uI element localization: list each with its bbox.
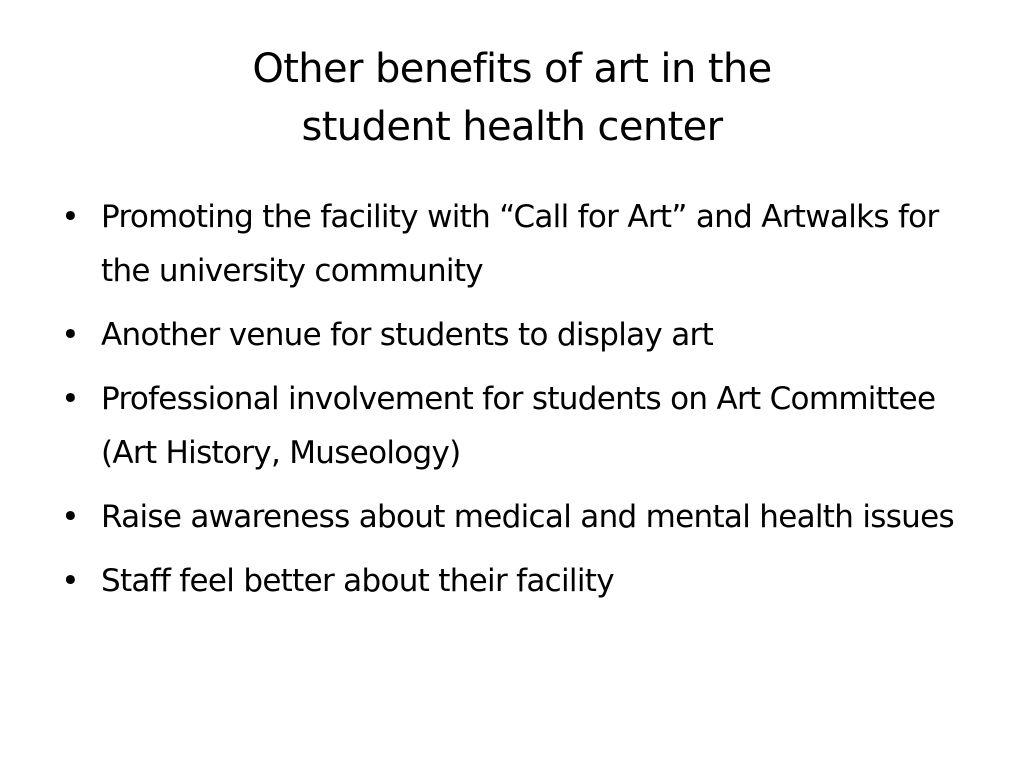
bullet-text: Promoting the facility with “Call for Art” and Artwalks for the university community: [101, 199, 939, 289]
bullet-text: Raise awareness about medical and mental health issues: [101, 499, 954, 535]
bullet-item-raise-awareness: [60, 490, 960, 544]
bullet-item-venue: [60, 308, 960, 362]
bullet-item-call-for-art: [60, 190, 960, 298]
bullet-text: Staff feel better about their facility: [101, 563, 614, 599]
title-line-1: Other benefits of art in the: [252, 46, 772, 92]
bullet-text: Another venue for students to display art: [101, 317, 714, 353]
bullet-icon: •: [61, 199, 79, 235]
bullet-list: [60, 190, 960, 618]
bullet-item-staff: [60, 554, 960, 608]
bullet-icon: •: [61, 381, 79, 417]
title-line-2: student health center: [301, 104, 723, 150]
bullet-text: Professional involvement for students on Art Committee (Art History, Museology): [101, 381, 936, 471]
slide-title: [60, 40, 964, 156]
bullet-icon: •: [61, 563, 79, 599]
bullet-icon: •: [61, 317, 79, 353]
bullet-icon: •: [61, 499, 79, 535]
bullet-item-professional-involvement: [60, 372, 960, 480]
